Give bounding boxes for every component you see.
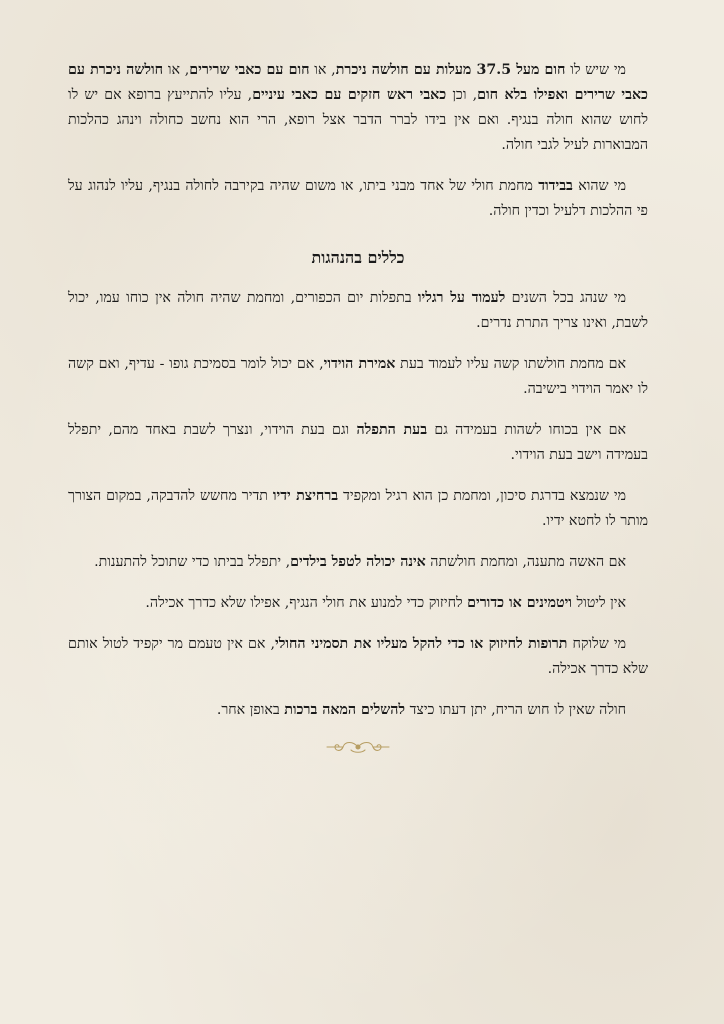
paragraph	[68, 174, 648, 224]
paragraph	[68, 418, 648, 468]
text-run: מחמת חולי של אחד מבני ביתו, או משום שהיה בקירבה לחולה בנגיף, עליו לנהוג על פי ההלכות דלעיל וכדין חולה.	[68, 178, 648, 219]
text-run: בתפלות יום הכפורים, ומחמת שהיה חולה אין כוחו עמו, יכול לשבת, ואינו צריך התרת נדרים.	[68, 290, 648, 331]
text-run: , וכן	[446, 87, 478, 103]
top-paragraphs	[68, 58, 648, 224]
text-run: , אם אין טעמם מר יקפיד לטול אותם שלא כדרך אכילה.	[68, 636, 648, 677]
paragraph	[68, 632, 648, 682]
bold-text-run: ברחיצת ידיו	[272, 488, 339, 504]
paragraph	[68, 484, 648, 534]
text-run: אין ליטול	[571, 595, 626, 611]
text-run: באופן אחר.	[216, 702, 285, 718]
bold-text-run: בעת התפלה	[356, 422, 428, 438]
paragraph	[68, 698, 648, 723]
bold-text-run: בבידוד	[538, 178, 573, 194]
text-run: מי שהוא	[572, 178, 627, 194]
bold-text-run: לעמוד על רגליו	[417, 290, 506, 306]
bold-text-run: אינה יכולה לטפל בילדים	[290, 554, 426, 570]
flourish-ornament-icon	[68, 739, 648, 757]
text-run: וגם בעת הוידוי, ונצרך לשבת באחד מהם, יתפלל בעמידה וישב בעת הוידוי.	[68, 422, 648, 463]
text-run: אם האשה מתענה, ומחמת חולשתה	[425, 554, 626, 570]
text-run: אם אין בכוחו לשהות בעמידה גם	[427, 422, 626, 438]
text-run: , או	[309, 62, 336, 78]
text-run: , או	[163, 62, 190, 78]
text-run: לחיזוק כדי למנוע את חולי הנגיף, אפילו שלא כדרך אכילה.	[145, 595, 468, 611]
paragraph	[68, 550, 648, 575]
bold-text-run: ויטמינים או כדורים	[467, 595, 572, 611]
bold-text-run: כאבי ראש חזקים עם כאבי עיניים	[252, 87, 447, 103]
bottom-paragraphs	[68, 286, 648, 723]
text-run: מי שיש לו	[565, 62, 626, 78]
text-run: מי שנמצא בדרגת סיכון, ומחמת כן הוא רגיל ומקפיד	[338, 488, 626, 504]
paragraph	[68, 352, 648, 402]
text-run: מי שלוקח	[567, 636, 627, 652]
text-run: תדיר מחשש להדבקה, במקום הצורך מותר לו לחטא ידיו.	[68, 488, 648, 529]
bold-text-run: חולשה ניכרת עם כאבי שרירים ואפילו בלא חום	[68, 62, 648, 103]
text-run: , אם יכול לומר בסמיכת גופו - עדיף, ואם קשה לו יאמר הוידוי בישיבה.	[68, 356, 648, 397]
section-title: כללים בהנהגות	[311, 248, 405, 267]
bold-text-run: להשלים המאה ברכות	[284, 702, 406, 718]
text-run: , יתפלל בביתו כדי שתוכל להתענות.	[94, 554, 291, 570]
bold-text-run: אמירת הוידוי	[323, 356, 396, 372]
paragraph	[68, 58, 648, 158]
text-run: מי שנהג בכל השנים	[505, 290, 626, 306]
text-run: אם מחמת חולשתו קשה עליו לעמוד בעת	[395, 356, 626, 372]
paragraph	[68, 591, 648, 616]
document-page	[68, 58, 648, 757]
text-run: חולה שאין לו חוש הריח, יתן דעתו כיצד	[405, 702, 626, 718]
bold-text-run: תרופות לחיזוק או כדי להקל מעליו את תסמיני החולי	[274, 636, 568, 652]
bold-text-run: חום מעל 37.5 מעלות עם חולשה ניכרת	[335, 62, 566, 78]
text-run: , עליו להתייעץ ברופא אם יש לו לחוש שהוא חולה בנגיף. ואם אין בידו לברר הדבר אצל רופא, הרי הוא נחשב כחולה וינהג כהלכות המבוארות לעיל לגבי חולה.	[68, 87, 648, 153]
flourish-ornament-icon	[323, 739, 393, 755]
paragraph	[68, 286, 648, 336]
bold-text-run: חום עם כאבי שרירים	[189, 62, 310, 78]
